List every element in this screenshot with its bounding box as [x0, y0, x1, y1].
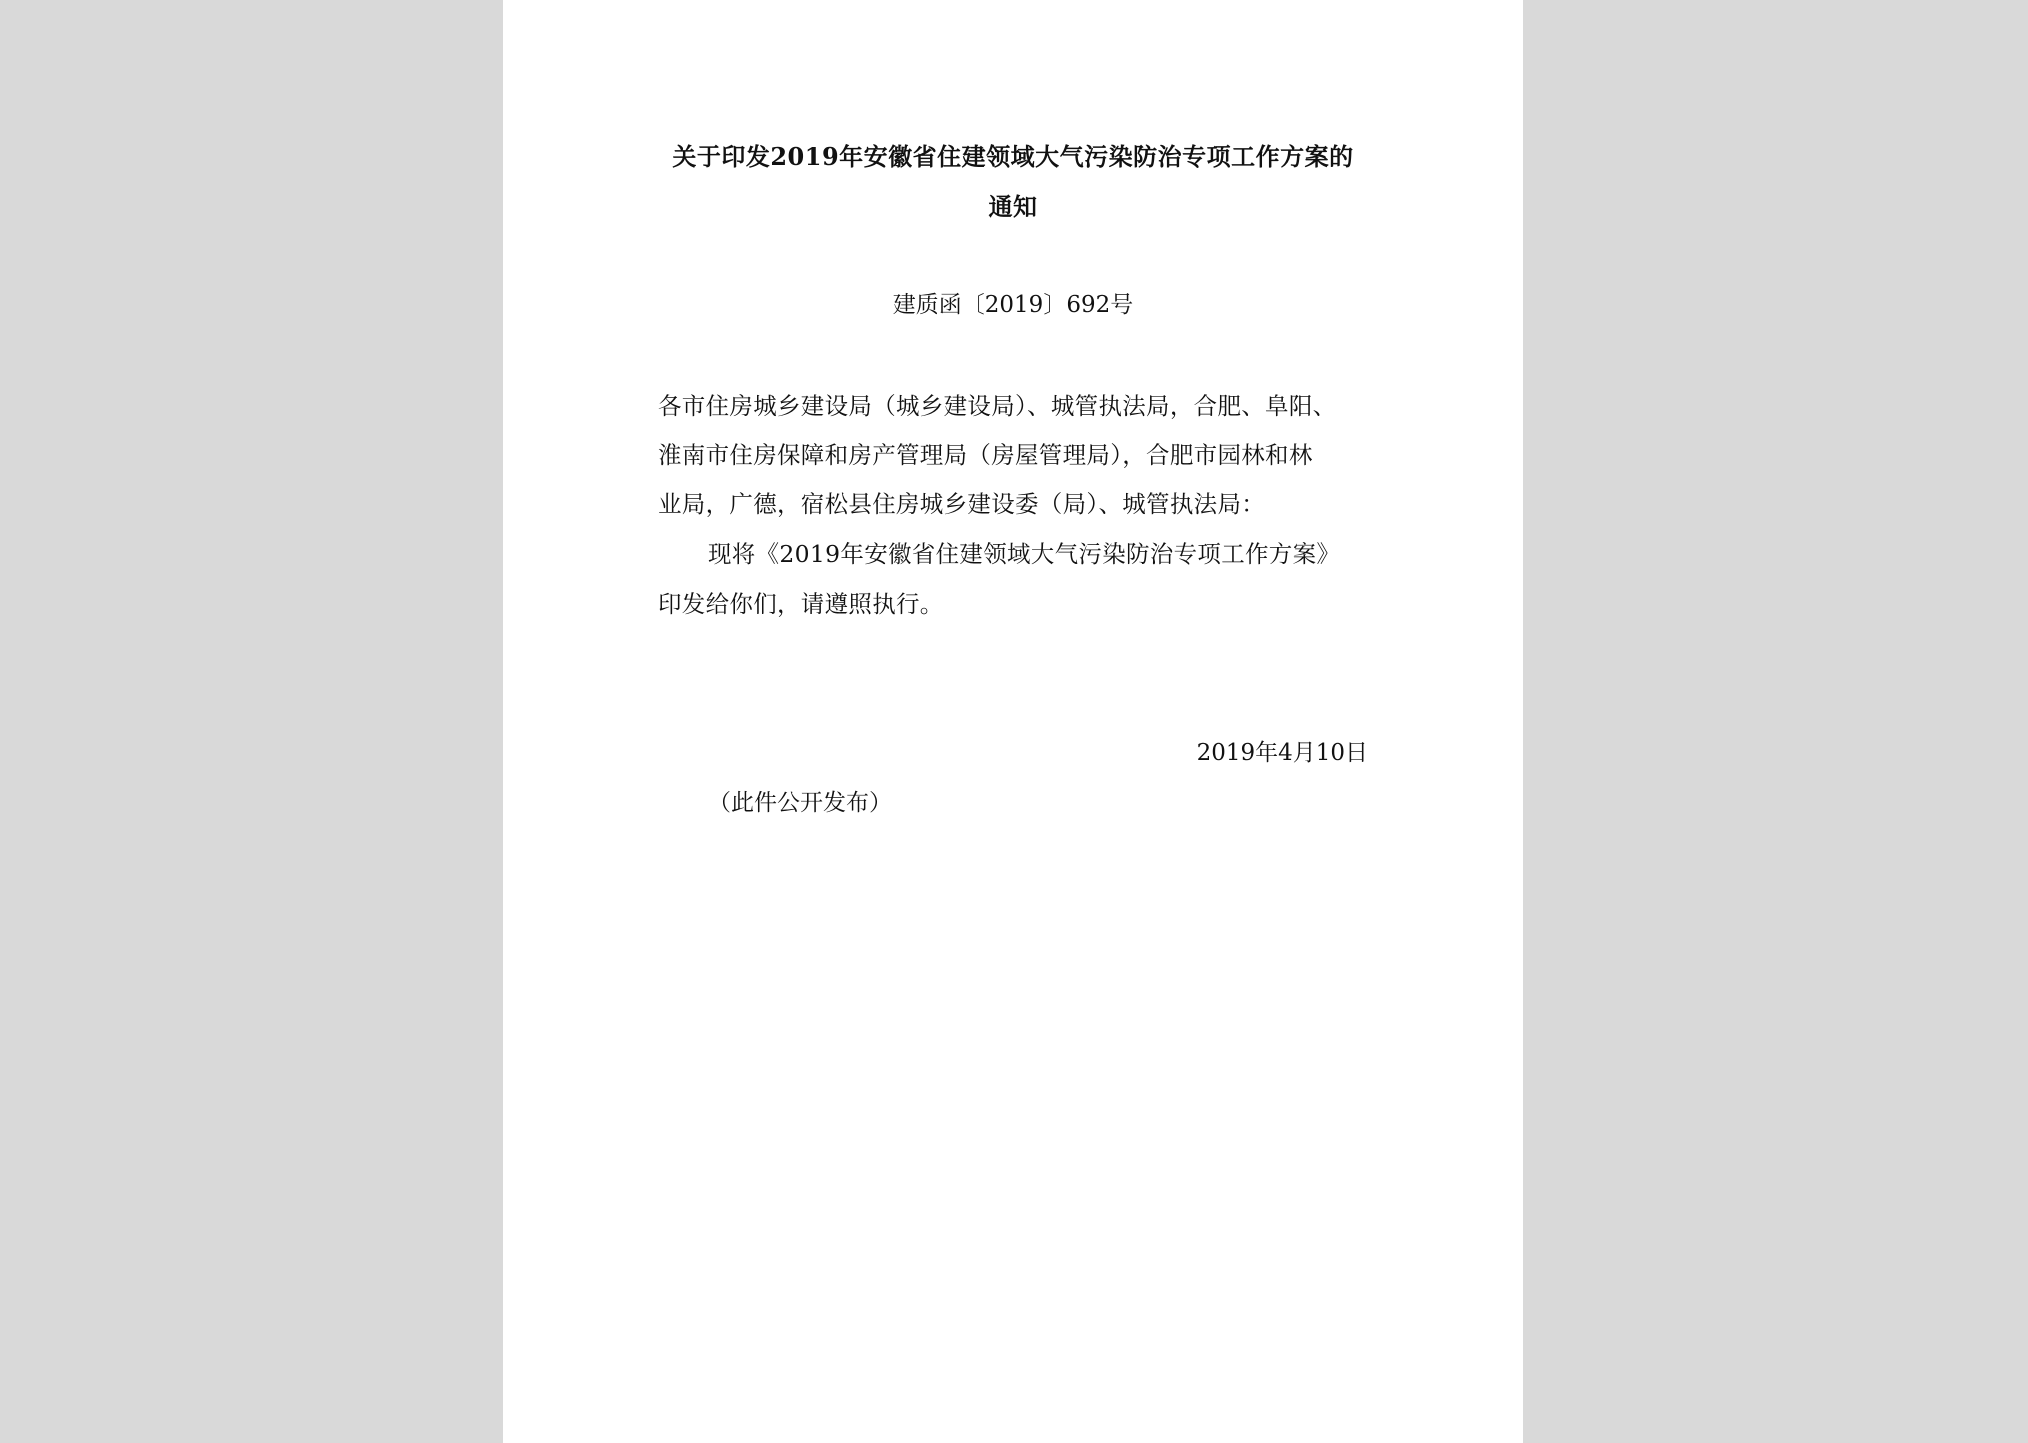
body-line-2: 印发给你们，请遵照执行。	[658, 590, 944, 618]
document-title-line-1: 关于印发2019年安徽省住建领域大气污染防治专项工作方案的	[672, 142, 1354, 171]
document-number: 建质函〔2019〕692号	[892, 292, 1134, 318]
recipients-line-1: 各市住房城乡建设局（城乡建设局）、城管执法局，合肥、阜阳、	[658, 392, 1337, 420]
public-release-note: （此件公开发布）	[708, 790, 892, 816]
document-title-line-2: 通知	[988, 192, 1038, 221]
body-line-1: 现将《2019年安徽省住建领域大气污染防治专项工作方案》	[708, 540, 1341, 568]
recipients-line-2: 淮南市住房保障和房产管理局（房屋管理局），合肥市园林和林	[658, 441, 1313, 469]
recipients-line-3: 业局，广德，宿松县住房城乡建设委（局）、城管执法局：	[658, 490, 1266, 518]
issue-date: 2019年4月10日	[1196, 740, 1368, 766]
document-page	[503, 0, 1523, 1443]
